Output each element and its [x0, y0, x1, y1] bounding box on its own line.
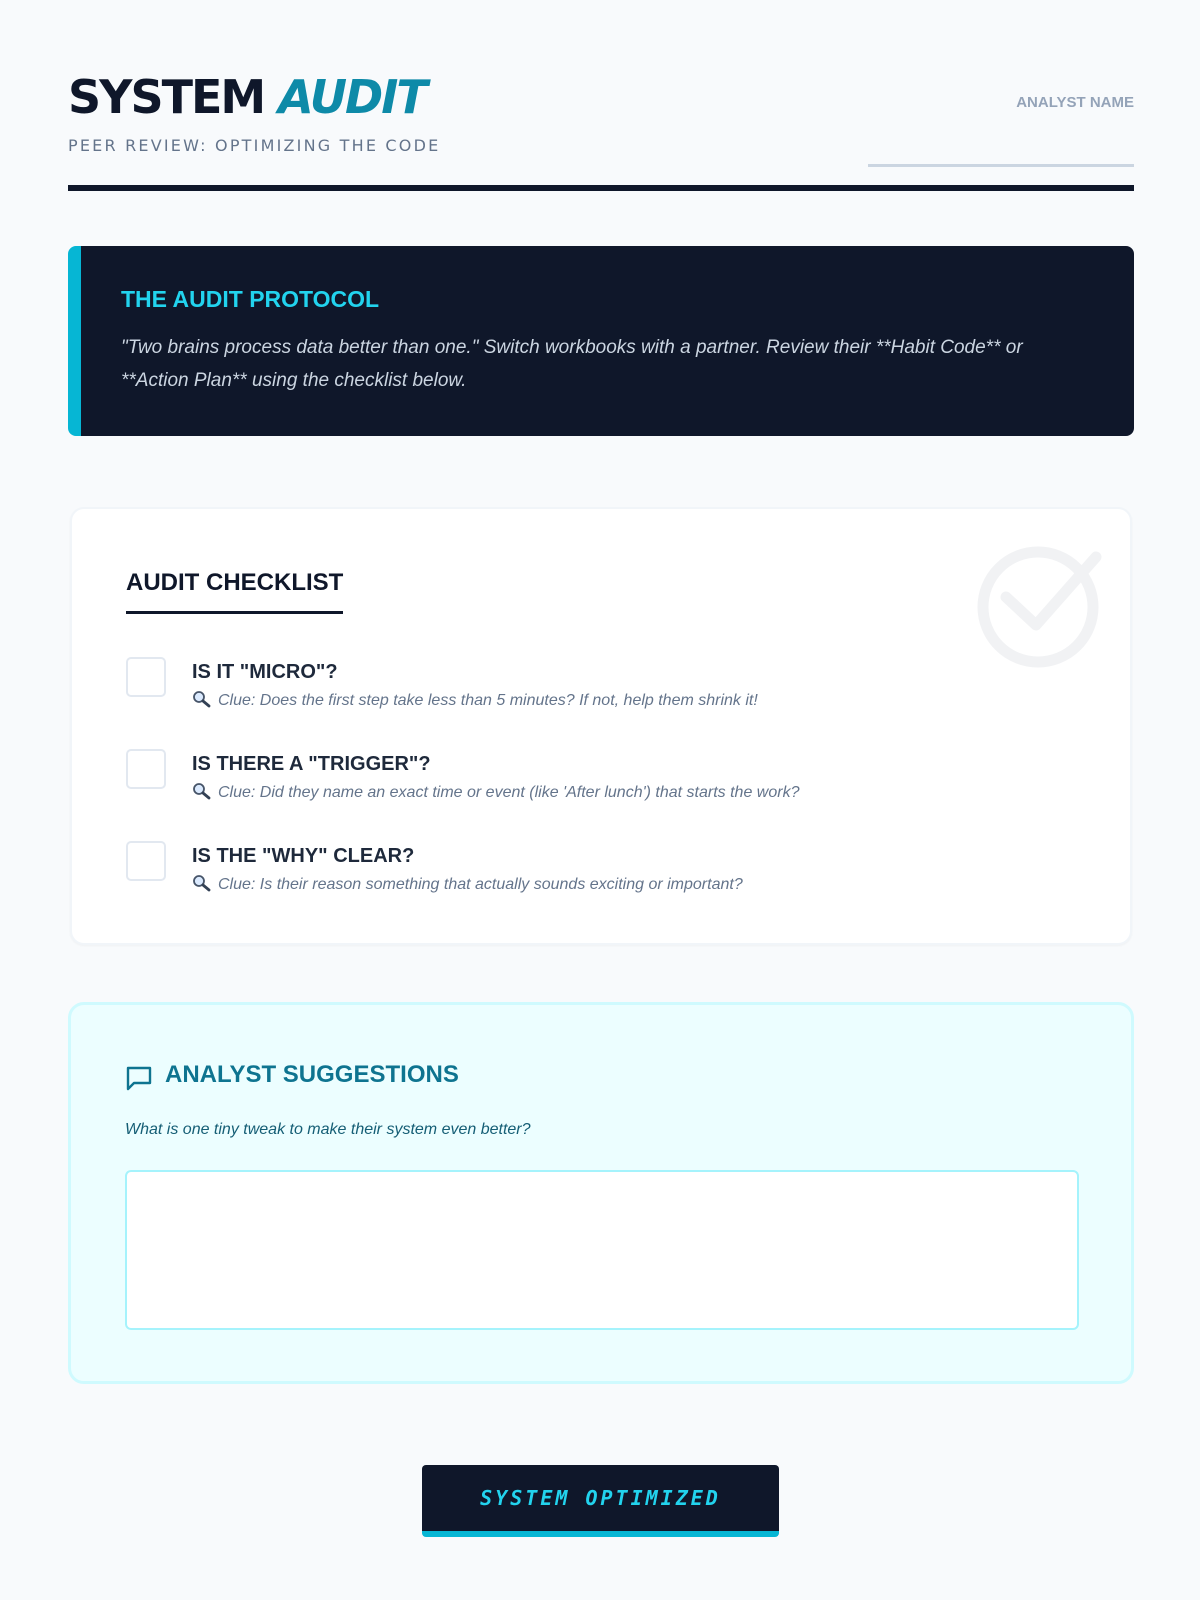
checklist-item	[126, 841, 1086, 901]
checklist-checkbox[interactable]	[126, 841, 166, 881]
checklist-clue	[192, 690, 758, 710]
checklist-item	[126, 657, 1086, 717]
magnifier-icon	[192, 782, 212, 800]
clue-text: Clue: Is their reason something that actually sounds exciting or important?	[218, 876, 743, 893]
suggestions-prompt: What is one tiny tweak to make their system even better?	[125, 1121, 531, 1138]
checklist-checkbox[interactable]	[126, 749, 166, 789]
protocol-title: THE AUDIT PROTOCOL	[121, 286, 380, 312]
analyst-name-group	[868, 94, 1134, 167]
magnifier-icon	[192, 690, 212, 708]
analyst-name-label: ANALYST NAME	[1016, 94, 1134, 111]
analyst-name-input[interactable]	[868, 131, 1134, 167]
analyst-suggestions-panel	[68, 1002, 1134, 1384]
suggestions-textarea[interactable]	[125, 1170, 1079, 1330]
clue-text: Clue: Does the first step take less than 5 minutes? If not, help them shrink it!	[218, 692, 758, 709]
protocol-text: "Two brains process data better than one." Switch workbooks with a partner. Review their **Habit Code** or **Action Plan** using the checklist below.	[121, 337, 1023, 391]
header-divider	[68, 185, 1134, 191]
title-main: SYSTEM	[68, 70, 265, 124]
check-circle-icon	[976, 539, 1108, 671]
magnifier-icon	[192, 874, 212, 892]
clue-text: Clue: Did they name an exact time or event (like 'After lunch') that starts the work?	[218, 784, 800, 801]
checklist-question: IS THE "WHY" CLEAR?	[192, 845, 415, 867]
checklist-question: IS IT "MICRO"?	[192, 661, 338, 683]
page-header	[68, 72, 1134, 192]
checklist-clue	[192, 874, 743, 894]
checklist-item	[126, 749, 1086, 809]
audit-checklist-card	[70, 507, 1132, 945]
page-subtitle: PEER REVIEW: OPTIMIZING THE CODE	[68, 136, 441, 155]
checklist-clue	[192, 782, 799, 802]
checklist-question: IS THERE A "TRIGGER"?	[192, 753, 431, 775]
checklist-title: AUDIT CHECKLIST	[126, 569, 343, 614]
chat-bubble-icon	[125, 1065, 153, 1091]
suggestions-title: ANALYST SUGGESTIONS	[165, 1061, 459, 1088]
system-optimized-button[interactable]: SYSTEM OPTIMIZED	[422, 1465, 779, 1537]
checklist-checkbox[interactable]	[126, 657, 166, 697]
audit-protocol-panel	[68, 246, 1134, 436]
title-accent: AUDIT	[278, 70, 426, 124]
